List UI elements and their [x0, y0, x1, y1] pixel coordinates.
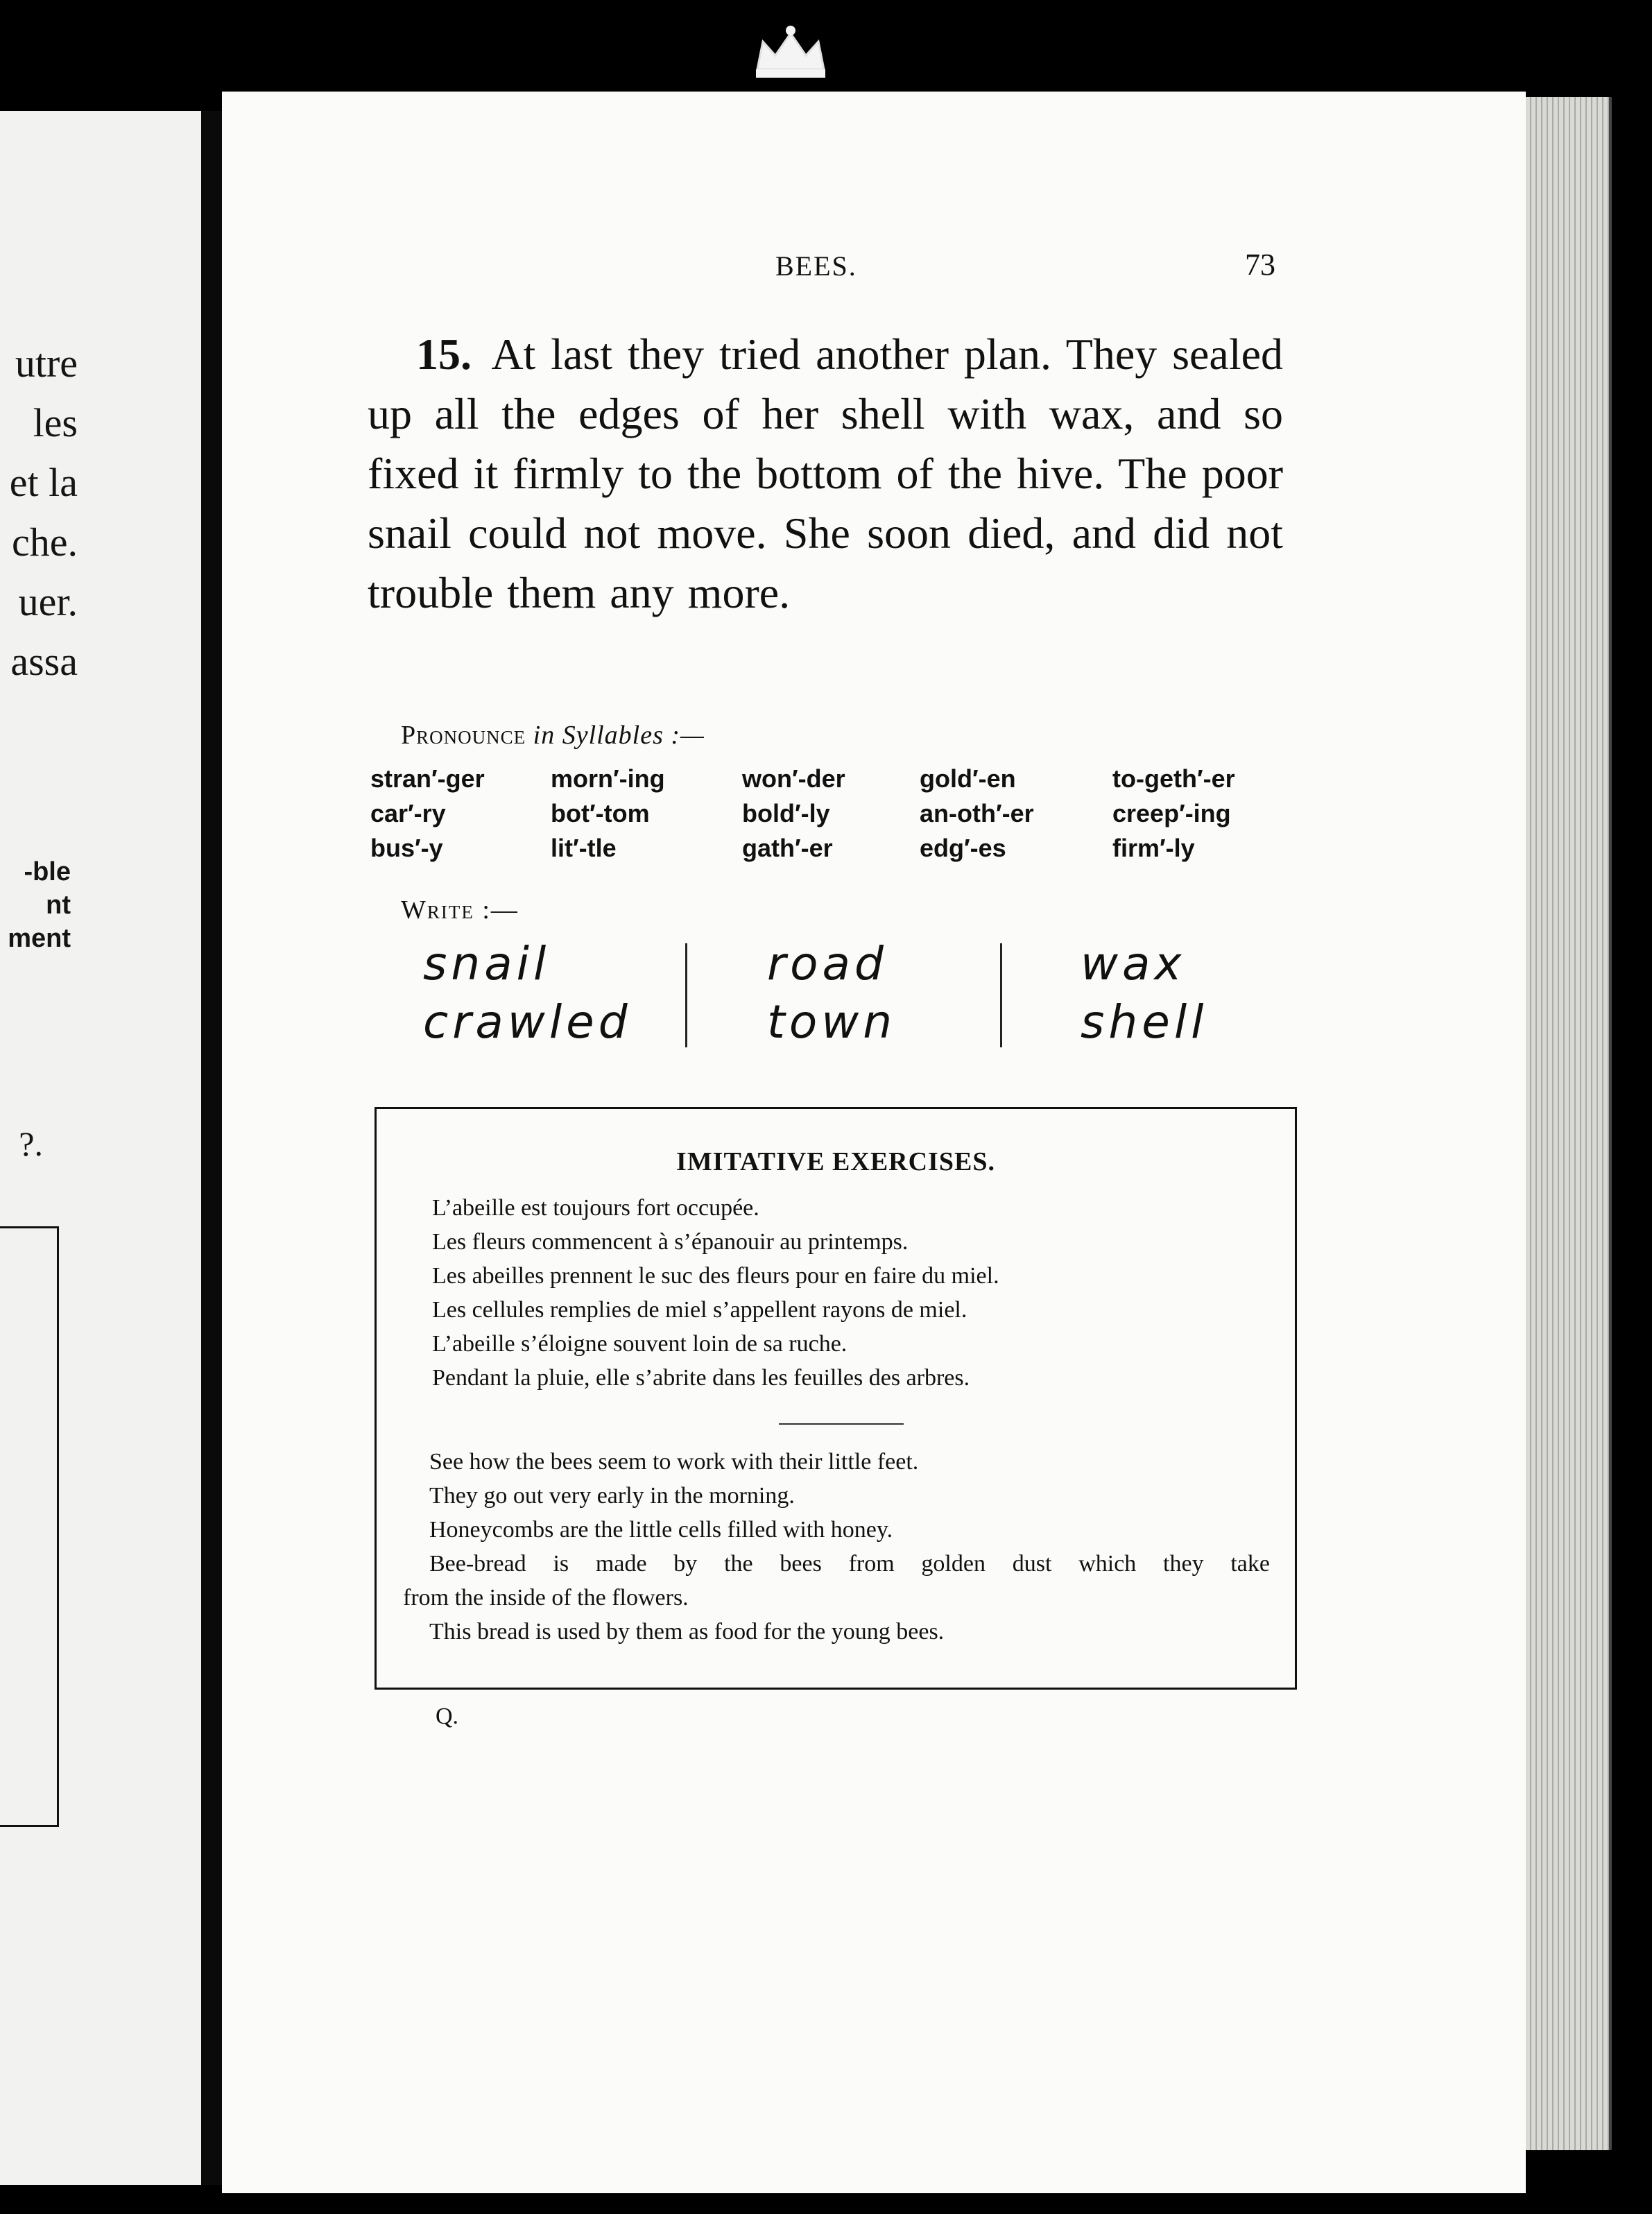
left-page-fragment: assa — [10, 639, 78, 684]
english-sentence: See how the bees seem to work with their little feet. — [429, 1449, 919, 1475]
english-sentence: Bee-bread is made by the bees from golden dust which they take — [429, 1551, 1270, 1577]
french-sentence: Pendant la pluie, elle s’abrite dans les feuilles des arbres. — [432, 1365, 970, 1391]
syllable-word: lit′-tle — [551, 834, 617, 862]
write-word: snail — [423, 937, 551, 990]
syllable-word: creep′-ing — [1112, 799, 1231, 827]
left-page-bold-fragment: nt — [46, 891, 71, 920]
paragraph-number: 15. — [416, 329, 472, 379]
left-page-bold-fragment: ment — [8, 924, 71, 953]
syllable-word: bold′-ly — [742, 799, 830, 827]
exercises-title: IMITATIVE EXERCISES. — [676, 1147, 995, 1176]
write-word: road — [767, 937, 888, 990]
left-page-fragment: et la — [9, 460, 78, 505]
write-column — [767, 935, 896, 1052]
left-page-fragment: uer. — [18, 579, 78, 624]
write-divider — [1000, 943, 1002, 1047]
syllable-column — [551, 762, 665, 866]
french-sentence: Les cellules remplies de miel s’appellent rayons de miel. — [432, 1297, 967, 1323]
syllable-word: won′-der — [742, 764, 845, 793]
french-sentence: Les fleurs commencent à s’épanouir au printemps. — [432, 1229, 909, 1255]
crown-ornament-icon — [749, 21, 832, 83]
write-word: shell — [1081, 995, 1208, 1049]
syllable-word: gath′-er — [742, 834, 833, 862]
story-paragraph — [368, 325, 1283, 623]
syllable-word: stran′-ger — [370, 764, 485, 793]
syllable-word: car′-ry — [370, 799, 446, 827]
left-page-bold-fragment: -ble — [24, 857, 71, 886]
syllable-word: edg′-es — [920, 834, 1006, 862]
write-divider — [685, 943, 687, 1047]
pronounce-heading-caps: Pronounce — [401, 721, 526, 750]
french-sentence: L’abeille est toujours fort occupée. — [432, 1195, 759, 1221]
syllable-word: to-geth′-er — [1112, 764, 1235, 793]
left-page-stray-mark: ?. — [19, 1124, 43, 1163]
signature-mark: Q. — [436, 1704, 459, 1729]
write-heading: Write :— — [401, 895, 519, 925]
page-edges — [1526, 97, 1612, 2150]
write-word: crawled — [423, 995, 632, 1049]
left-facing-page — [0, 111, 205, 2185]
syllable-word: gold′-en — [920, 764, 1016, 793]
left-page-fragment: utre — [15, 341, 78, 386]
french-sentence: Les abeilles prennent le suc des fleurs pour en faire du miel. — [432, 1263, 999, 1289]
syllable-word: firm′-ly — [1112, 834, 1195, 862]
english-sentence: This bread is used by them as food for the young bees. — [429, 1619, 945, 1645]
syllable-column — [370, 762, 485, 866]
syllable-column — [920, 762, 1034, 866]
running-head: BEES. — [775, 250, 857, 282]
left-page-box — [0, 1226, 59, 1827]
page-number: 73 — [1245, 248, 1275, 282]
syllable-column — [742, 762, 845, 866]
english-sentence: They go out very early in the morning. — [429, 1483, 795, 1509]
syllable-word: an-oth′-er — [920, 799, 1034, 827]
french-sentence: L’abeille s’éloigne souvent loin de sa ruche. — [432, 1331, 847, 1357]
write-word: town — [767, 995, 897, 1049]
left-page-fragment: che. — [12, 520, 78, 565]
french-sentences — [432, 1191, 1257, 1395]
syllable-word: bus′-y — [370, 834, 443, 862]
pronounce-heading-italic: in Syllables :— — [533, 721, 705, 750]
syllable-word: bot′-tom — [551, 799, 650, 827]
left-page-fragment: les — [33, 400, 78, 445]
imitative-exercises-box — [375, 1107, 1297, 1690]
section-divider — [779, 1423, 904, 1425]
syllable-column — [1112, 762, 1235, 866]
pronounce-heading — [401, 720, 705, 750]
write-column — [1081, 935, 1208, 1052]
syllable-word: morn′-ing — [551, 764, 665, 793]
write-column — [423, 935, 632, 1052]
english-sentence: from the inside of the flowers. — [403, 1585, 689, 1611]
paragraph-text: At last they tried another plan. They sealed up all the edges of her shell with wax, and so fixed it firmly to the bottom of the hive. The poor snail could not move. She soon died, and did not trouble them any more. — [368, 329, 1284, 617]
book-spine — [201, 111, 222, 2185]
english-sentences — [403, 1445, 1270, 1649]
english-sentence: Honeycombs are the little cells filled with honey. — [429, 1517, 893, 1543]
write-word: wax — [1081, 937, 1186, 990]
